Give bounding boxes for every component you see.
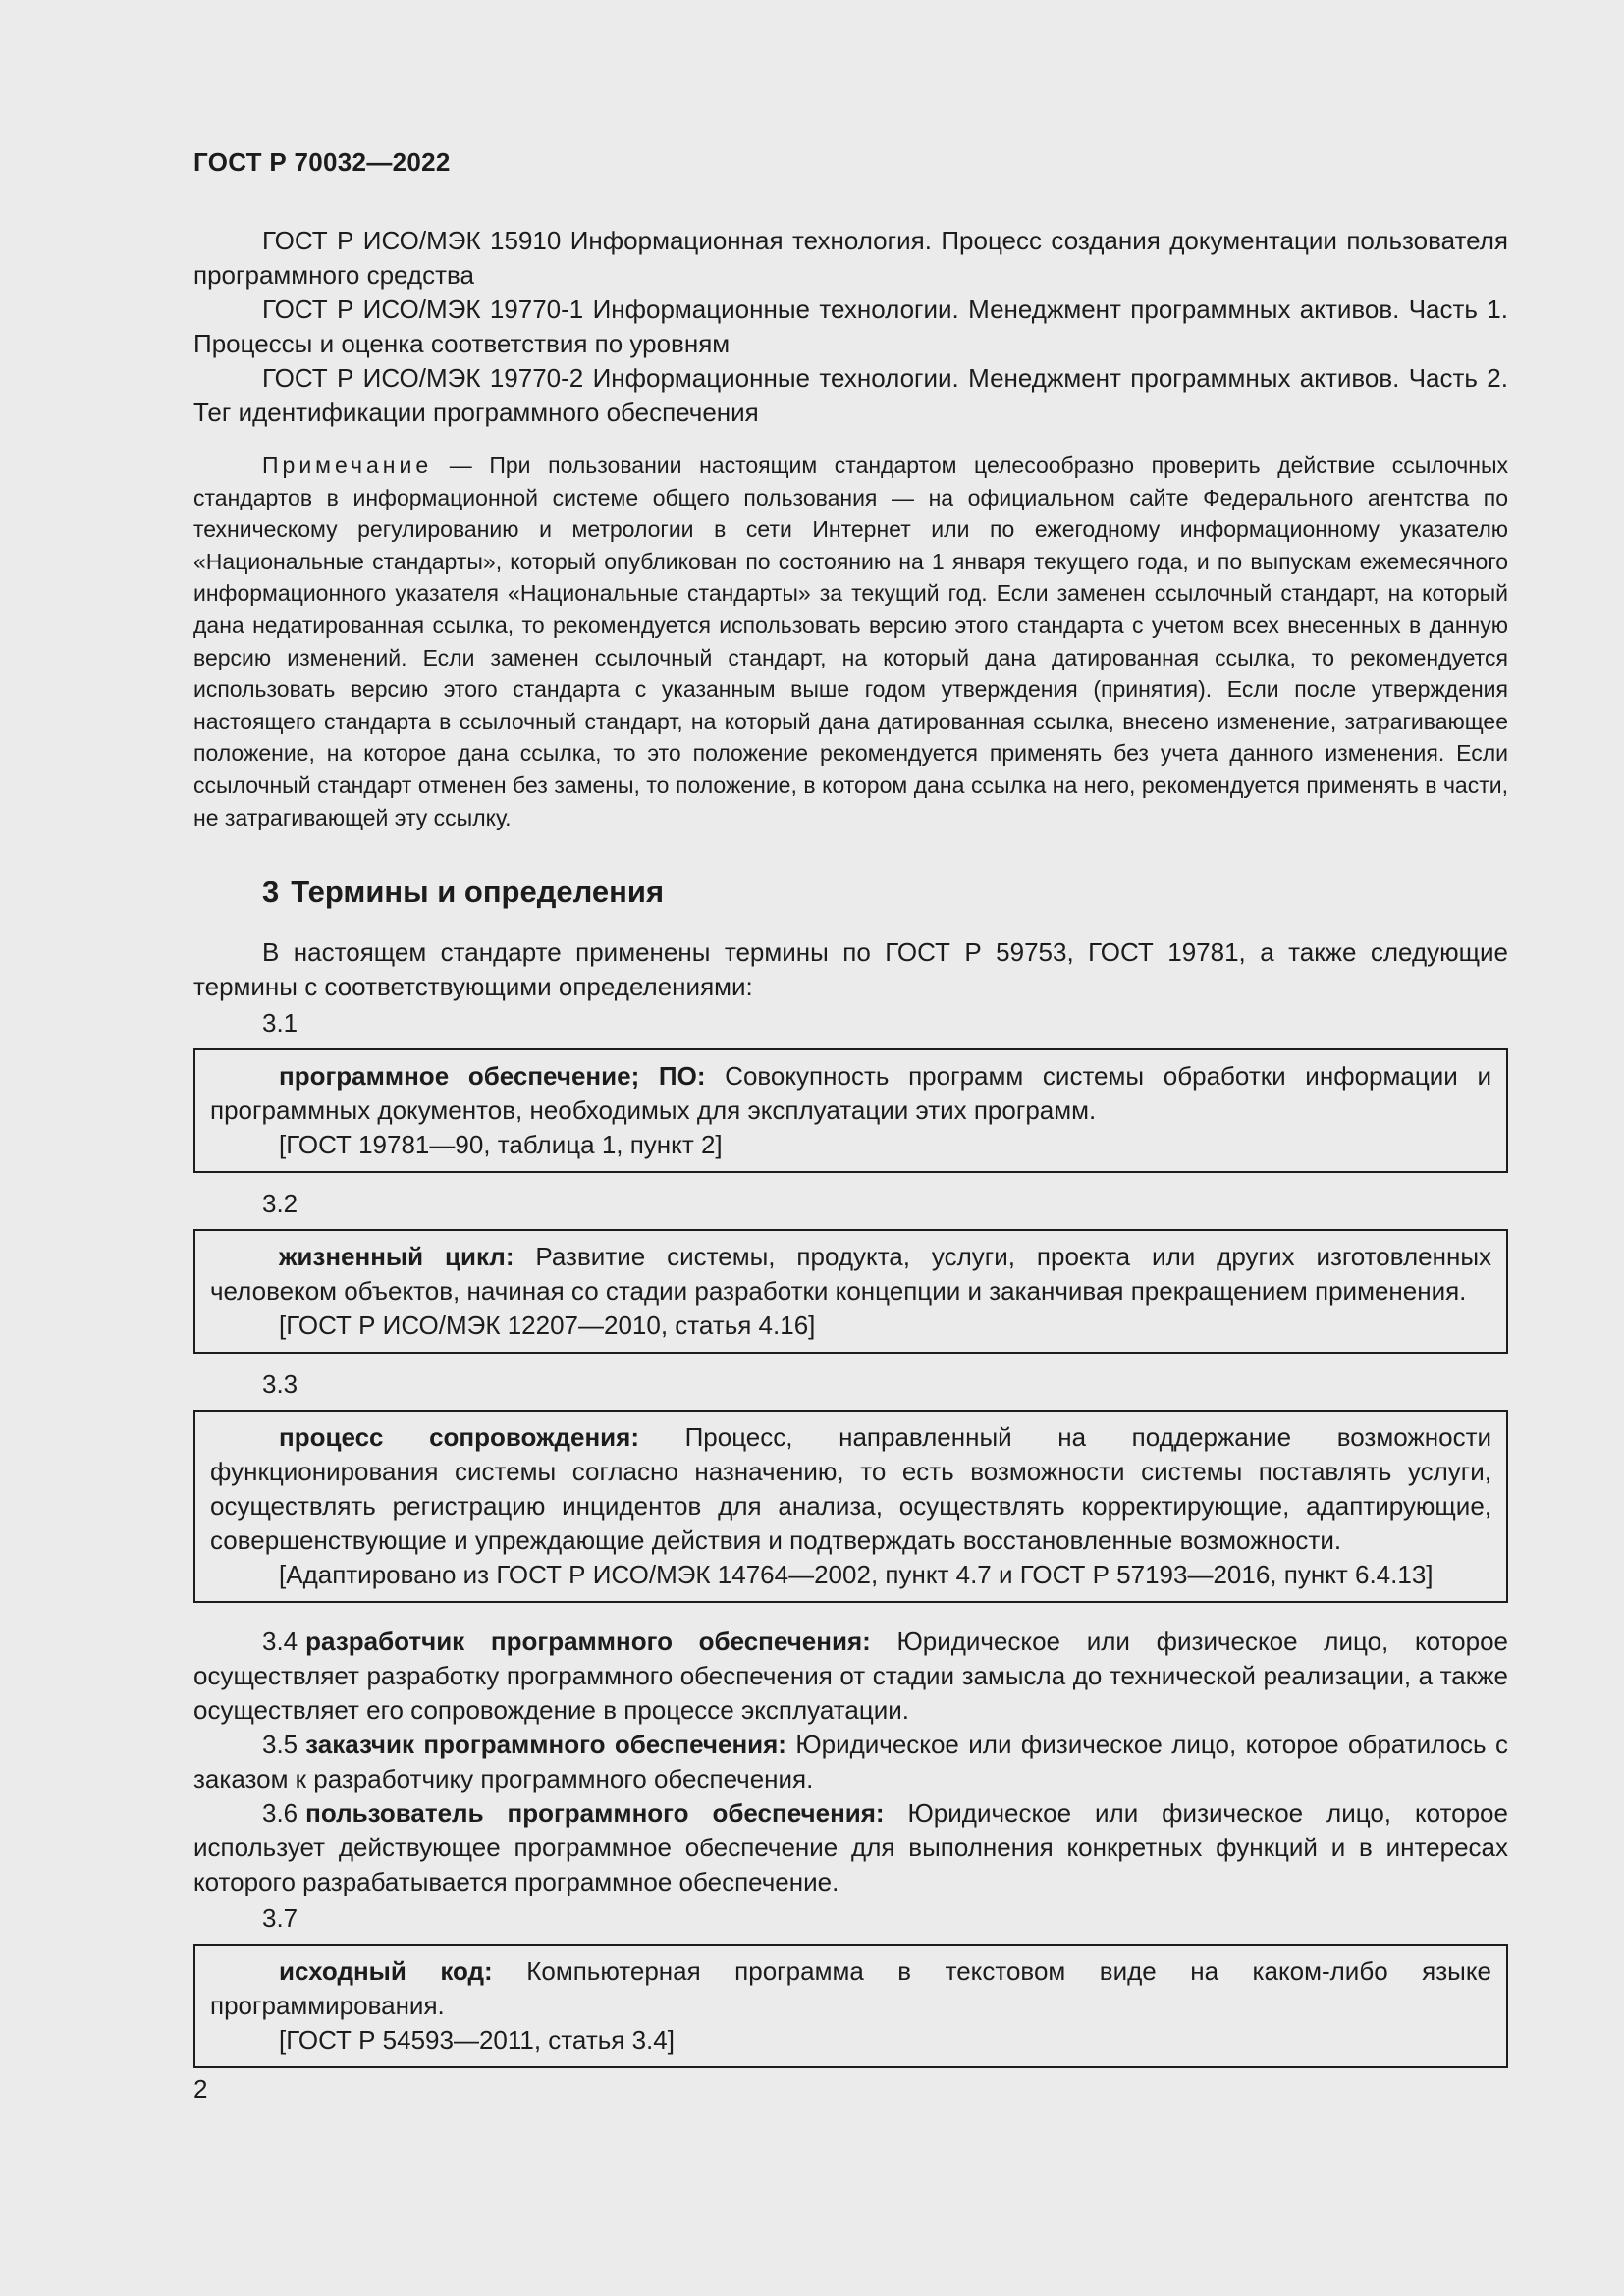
term-text: Юридическое или физическое лицо, которое осуществляет разработку программного обеспечения от стадии замысла до технической реализации, а также осуществляет его сопровождение в процессе эксплуатации. [193, 1627, 1508, 1726]
term-definition-box [193, 1048, 1508, 1173]
term-source: [ГОСТ Р 54593—2011, статья 3.4] [279, 2025, 675, 2056]
note-text: — При пользовании настоящим стандартом целесообразно проверить действие ссылочных стандартов в информационной системе общего пользования — на официальном сайте Федерального агентства по техническому регулированию и метрологии в сети Интернет или по ежегодному информационному указателю «Национальные стандарты», который опубликован по состоянию на 1 января текущего года, и по выпускам ежемесячного информационного указателя «Национальные стандарты» за текущий год. Если заменен ссылочный стандарт, на который дана недатированная ссылка, то рекомендуется использовать версию этого стандарта с учетом всех внесенных в данную версию изменений. Если заменен ссылочный стандарт, на который дана датированная ссылка, то рекомендуется использовать версию этого стандарта с указанным выше годом утверждения (принятия). Если после утверждения настоящего стандарта в ссылочный стандарт, на который дана датированная ссылка, внесено изменение, затрагивающее положение, на которое дана ссылка, то это положение рекомендуется применять без учета данного изменения. Если ссылочный стандарт отменен без замены, то положение, в котором дана ссылка на него, рекомендуется применять в части, не затрагивающей эту ссылку. [193, 453, 1508, 830]
term-definition [210, 1420, 1491, 1558]
term-number: 3.7 [262, 1903, 298, 1934]
term-text: Процесс, направленный на поддержание возможности функционирования системы согласно назначению, то есть возможности системы поставлять услуги, осуществлять регистрацию инцидентов для анализа, осуществлять корректирующие, адаптирующие, совершенствующие и упреждающие действия и подтверждать восстановленные возможности. [210, 1422, 1491, 1556]
section-intro: В настоящем стандарте применены термины по ГОСТ Р 59753, ГОСТ 19781, а также следующие термины с соответствующими определениями: [193, 937, 1508, 1002]
term-name: разработчик программного обеспечения: [305, 1627, 871, 1657]
term-paragraph [193, 1625, 1508, 1728]
term-name: пользователь программного обеспечения: [305, 1798, 885, 1829]
page-number: 2 [193, 2074, 208, 2104]
reference-item: ГОСТ Р ИСО/МЭК 19770-1 Информационные технологии. Менеджмент программных активов. Часть 1. Процессы и оценка соответствия по уровням [193, 294, 1508, 358]
term-name: процесс сопровождения: [279, 1422, 639, 1453]
term-number: 3.3 [262, 1369, 298, 1400]
term-definition [210, 1240, 1491, 1308]
term-definition [210, 1954, 1491, 2023]
note-label: Примечание [262, 453, 433, 478]
term-definition-box [193, 1229, 1508, 1354]
term-source: [Адаптировано из ГОСТ Р ИСО/МЭК 14764—2002, пункт 4.7 и ГОСТ Р 57193—2016, пункт 6.4.13] [279, 1560, 1434, 1590]
document-header: ГОСТ Р 70032—2022 [193, 147, 451, 177]
section-heading [262, 873, 1508, 912]
section-number: 3 [262, 875, 280, 910]
term-number: 3.4 [262, 1627, 298, 1657]
normative-references [193, 224, 1508, 430]
term-name: программное обеспечение; ПО: [279, 1061, 706, 1092]
term-source: [ГОСТ Р ИСО/МЭК 12207—2010, статья 4.16] [279, 1310, 816, 1341]
term-name: жизненный цикл: [279, 1242, 514, 1272]
term-text: Совокупность программ системы обработки информации и программных документов, необходимых для эксплуатации этих программ. [210, 1061, 1491, 1126]
note-paragraph [193, 450, 1508, 833]
term-paragraph [193, 1796, 1508, 1899]
term-number: 3.5 [262, 1730, 298, 1760]
term-paragraph [193, 1728, 1508, 1796]
reference-item: ГОСТ Р ИСО/МЭК 15910 Информационная технология. Процесс создания документации пользователя программного средства [193, 226, 1508, 290]
term-name: исходный код: [279, 1956, 493, 1987]
term-definition-box [193, 1944, 1508, 2068]
section-title: Термины и определения [291, 875, 665, 910]
term-text: Юридическое или физическое лицо, которое обратилось с заказом к разработчику программного обеспечения. [193, 1730, 1508, 1794]
term-text: Юридическое или физическое лицо, которое использует действующее программное обеспечение для выполнения конкретных функций и в интересах которого разрабатывается программное обеспечение. [193, 1798, 1508, 1897]
term-number: 3.2 [262, 1189, 298, 1219]
inline-terms [193, 1625, 1508, 1899]
term-text: Развитие системы, продукта, услуги, проекта или других изготовленных человеком объектов, начиная со стадии разработки концепции и заканчивая прекращением применения. [210, 1242, 1492, 1307]
term-source: [ГОСТ 19781—90, таблица 1, пункт 2] [279, 1130, 723, 1160]
page-content [193, 224, 1508, 2082]
term-definition-box [193, 1410, 1508, 1603]
term-name: заказчик программного обеспечения: [305, 1730, 786, 1760]
term-number: 3.1 [262, 1008, 298, 1039]
term-text: Компьютерная программа в текстовом виде на каком-либо языке программирования. [210, 1956, 1491, 2021]
reference-item: ГОСТ Р ИСО/МЭК 19770-2 Информационные технологии. Менеджмент программных активов. Часть 2. Тег идентификации программного обеспечения [193, 363, 1508, 427]
term-definition [210, 1059, 1491, 1128]
term-number: 3.6 [262, 1798, 298, 1829]
